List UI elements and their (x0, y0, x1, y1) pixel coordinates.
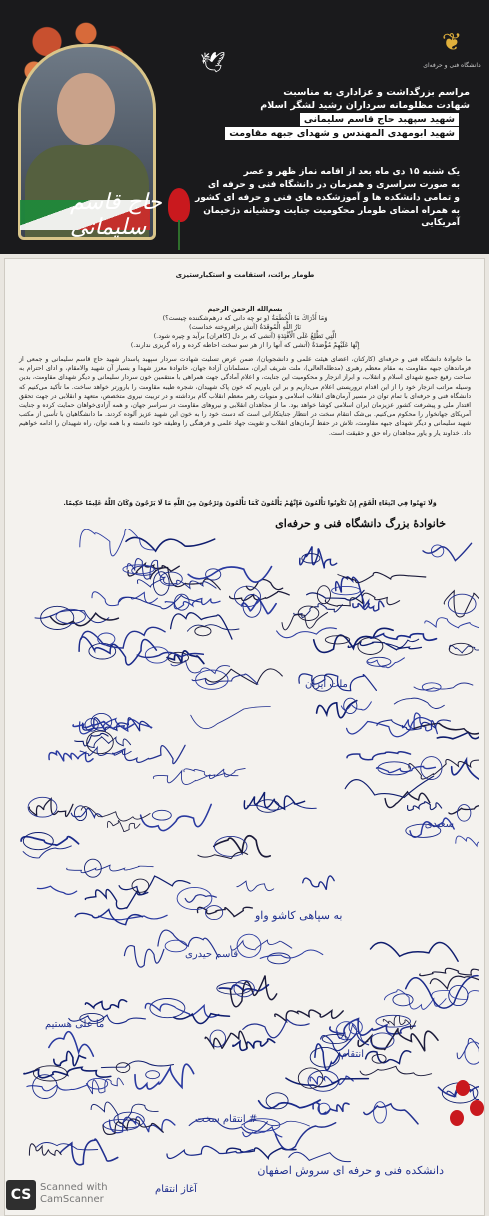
signature-scribble (289, 1152, 351, 1161)
signature-scribble (275, 1010, 343, 1021)
signature-note: دانشکده فنی و حرفه ای سروش اصفهان (257, 1164, 444, 1177)
signature-loop (378, 762, 411, 775)
signature-scribble (141, 804, 212, 830)
signature-loop (448, 594, 476, 614)
basmala: بسم‌الله الرحمن الرحیم (207, 305, 283, 313)
signature-loop (195, 627, 211, 636)
signature-scribble (371, 942, 459, 961)
signature-scribble (135, 1064, 194, 1089)
signature-loop (150, 999, 185, 1018)
signature-scribble (260, 950, 323, 958)
tulip-stem (178, 220, 180, 250)
signature-loop (358, 638, 383, 655)
signature-loop (210, 1030, 226, 1047)
signature-scribble (150, 568, 220, 590)
signature-scribble (348, 642, 421, 650)
signature-loop (23, 833, 53, 850)
announcement-line-4: شهید ابومهدی المهندس و شهدای جبهه مقاومت (225, 127, 459, 140)
signature-scribble (191, 707, 271, 729)
signature-scribble (385, 990, 447, 1010)
document-title: طومار برائت، استقامت و استکبارستیزی (175, 271, 315, 279)
signature-loop (152, 810, 171, 820)
signature-scribble (432, 990, 479, 1000)
signature-scribble (92, 592, 157, 606)
signature-loop (85, 859, 102, 877)
signature-scribbles (11, 529, 479, 1179)
signature-note: # انتقام سخت (195, 1114, 258, 1125)
tulip-icon (456, 1080, 470, 1096)
signature-scribble (303, 876, 335, 890)
signature-scribble (394, 698, 444, 708)
petition-paper (4, 258, 485, 1216)
verse-3: الَّتِي تَطَّلِعُ عَلَى الْأَفْئِدَةِ (آتشی که بر دل [کافران] برآید و چیره شود.) (153, 332, 337, 340)
signature-scribble (174, 1014, 230, 1024)
signature-loop (393, 994, 413, 1006)
signature-scribble (167, 1146, 253, 1158)
signature-scribble (275, 1123, 335, 1150)
signature-scribble (101, 1061, 173, 1068)
signature-scribble (67, 865, 154, 873)
signature-note: سعیدی (424, 819, 454, 830)
announcement-line-2: شهادت مظلومانه سرداران رشید لشگر اسلام (260, 100, 470, 111)
signature-scribble (243, 1019, 309, 1037)
signature-scribble (119, 876, 190, 894)
signature-scribble (49, 751, 93, 762)
university-logo-icon: ❦ (441, 28, 463, 56)
signature-loop (422, 683, 441, 691)
signature-scribble (54, 1051, 86, 1065)
signature-scribble (425, 618, 479, 629)
tulip-icon (168, 188, 190, 222)
signature-loop (165, 940, 187, 952)
signature-loop (322, 1034, 348, 1043)
signature-loop (103, 1120, 138, 1131)
signature-scribble (437, 731, 479, 739)
signature-note: به سپاهی کاشو واو (255, 909, 343, 922)
signature-scribble (79, 637, 156, 665)
signature-scribble (87, 737, 131, 748)
signature-scribble (75, 733, 108, 746)
signature-note: آغاز انتقام (155, 1184, 197, 1195)
signature-loop (268, 953, 291, 964)
signature-scribble (171, 613, 232, 639)
signature-scribble (29, 799, 73, 817)
scanner-watermark (40, 1182, 108, 1206)
signature-scribble (99, 915, 168, 919)
signature-loop (374, 1102, 387, 1123)
signature-scribble (408, 802, 442, 811)
signature-note: ما علی هستیم (45, 1019, 105, 1030)
signature-scribble (430, 976, 479, 989)
verse-4: إِنَّهَا عَلَيْهِمْ مُؤْصَدَةٌ (آتشی که آنها را از هر سو سخت احاطه کرده و راه گریزی ندارند.) (130, 341, 360, 349)
signature-scribble (282, 612, 328, 629)
signature-scribble (452, 750, 479, 780)
signature-scribble (310, 1076, 353, 1084)
signature-heading: خانوادهٔ بزرگ دانشگاه فنی و حرفه‌ای (275, 517, 446, 530)
calligraphy-name: حاج قاسم سلیمانی (70, 190, 162, 240)
dove-icon: 🕊 (200, 50, 226, 74)
signature-scribble (81, 807, 150, 821)
portrait-head (57, 73, 115, 145)
event-line-3: و تمامی دانشکده ها و آموزشکده های فنی و حرفه ای کشور (195, 193, 460, 203)
signature-scribble (317, 701, 357, 718)
signature-scribble (124, 946, 163, 968)
signature-note: قاسم حیدری (185, 949, 239, 960)
tulip-icon (470, 1100, 484, 1116)
signature-scribble (233, 1039, 275, 1050)
event-line-4: به همراه امضای طومار محکومیت جنایت وحشیانه دژخیمان آمریکایی (203, 206, 460, 228)
signature-scribble (300, 547, 337, 569)
signature-scribble (377, 766, 436, 772)
announcement-line-1: مراسم بزرگداشت و عزاداری به مناسبت (283, 87, 470, 98)
signature-scribble (244, 792, 304, 809)
signature-loop (237, 934, 261, 957)
verse-1: وَمَا أَدْرَاكَ مَا الْحُطَمَةُ (و تو چه دانی که درهم‌شکننده چیست؟) (162, 314, 328, 322)
verse-2: نَارُ اللَّهِ الْمُوقَدَةُ (آتش برافروخته خداست) (188, 323, 302, 331)
signature-scribble (49, 1032, 94, 1057)
signature-scribble (456, 836, 479, 848)
signatures-area (11, 529, 479, 1179)
scanner-line-1: Scanned with (40, 1182, 108, 1193)
signature-scribble (60, 1139, 117, 1165)
signature-scribble (37, 886, 76, 894)
scanner-line-2: CamScanner (40, 1194, 104, 1205)
tulip-icon (450, 1110, 464, 1126)
signature-scribble (313, 1103, 349, 1114)
signature-scribble (237, 881, 274, 891)
signature-scribble (423, 543, 472, 560)
signature-scribble (307, 590, 365, 600)
signature-loop (98, 633, 115, 645)
signature-scribble (21, 837, 79, 846)
signature-scribble (107, 821, 140, 832)
signature-scribble (259, 1100, 321, 1108)
closing-verse: وَلَا تَهِنُوا فِي ابْتِغَاءِ الْقَوْمِ إِنْ تَكُونُوا تَأْلَمُونَ فَإِنَّهُمْ يَأْلَمُونَ كَمَا تَأْلَمُونَ وَتَرْجُونَ مِنَ اللَّهِ مَا لَا يَرْجُونَ وَكَانَ اللَّهُ عَلِيمًا حَكِيمًا. (63, 499, 437, 507)
signature-scribble (80, 529, 155, 556)
signature-scribble (450, 645, 479, 653)
signature-loop (449, 643, 473, 655)
signature-loop (145, 647, 169, 663)
signature-scribble (188, 567, 271, 583)
logo-caption: دانشگاه فنی و حرفه‌ای (423, 62, 481, 69)
petition-body: ما خانوادهٔ دانشگاه فنی و حرفه‌ای (کارکنان، اعضای هیئت علمی و دانشجویان)، ضمن عرض تسلیت شهادت سردار سپهبد پاسدار شهید حاج قاسم سلیمانی و جمعی از فرماندهان جبهه مقاومت به مقام معظم رهبری (مدظله‌العالی)، ملت شریف ایران، مسلمانان آزادهٔ جهان، خانوادهٔ معزز شهدا و بسیار آن شهید والامقام، و ادای احترام به ساحت رفیع جمیع شهدای اسلام و انقلاب، و ابراز انزجار و محکومیت این جنایت، و اعلام آمادگی جهت همراهی با منتقمین خون سردار سلیمانی و دیگر شهدای مقاومت، بدین وسیله مراتب انزجار خود را از این اقدام تروریستی اعلام می‌داریم و بر این باوریم که خون پاک شهیدان، شجره طیبه مقاومت را بارورتر خواهد ساخت. ما تأکید می‌کنیم که دانشگاه فنی و حرفه‌ای با تمام توان در مسیر آرمان‌های انقلاب اسلامی و منویات رهبر معظم انقلاب گام برداشته و در تربیت نیروی متخصص، متعهد و انقلابی در جهت تحقق اقتدار ملی و پیشرفت کشور عزیزمان ایران اسلامی کوشا خواهد بود. ما از مجاهدان انقلابی و نیروهای مقاومت در سراسر جهان، و همه آزادی‌خواهان حمایت کرده و جنایت آمریکای جهانخوار را محکوم می‌کنیم. بی‌شک انتقام سخت در انتظار جنایتکارانی است که دست خود را به خون این شهید عزیز آلوده کردند. ما دانشگاهیان با تأسی از مکتب شهید سلیمانی و دیگر شهدای جبهه مقاومت، تلاش در حفظ آرمان‌های انقلاب و تقویت جهاد علمی و فرهنگی را وظیفه خود دانسته و با همه توان، راه شهیدان را ادامه خواهیم داد. خداوند یار و یاور مجاهدان راه حق و حقیقت است. (19, 356, 471, 437)
signature-scribble (370, 634, 436, 641)
signature-scribble (206, 669, 283, 685)
event-line-1: یک شنبه ۱۵ دی ماه بعد از اقامه نماز ظهر و عصر (243, 167, 460, 177)
signature-scribble (85, 1000, 126, 1010)
announcement-line-3: شهید سپهبد حاج قاسم سلیمانی (300, 113, 459, 126)
signature-loop (28, 797, 57, 817)
signature-loop (266, 1093, 288, 1109)
signature-scribble (420, 968, 479, 975)
signature-scribble (347, 752, 411, 760)
signature-scribble (80, 747, 131, 755)
signature-scribble (402, 713, 437, 734)
signature-note: انتقام (341, 1049, 364, 1060)
camscanner-logo-icon: CS (6, 1180, 36, 1210)
signature-scribble (414, 723, 479, 734)
signature-loop (89, 643, 116, 659)
signature-note: ملت ایران (305, 679, 348, 690)
signature-loop (458, 805, 471, 822)
signature-loop (146, 1071, 160, 1079)
signature-loop (431, 545, 443, 557)
event-line-2: به صورت سراسری و همزمان در دانشگاه فنی و حرفه ای (207, 180, 460, 190)
memorial-banner (0, 0, 489, 254)
signature-scribble (364, 1104, 418, 1124)
signature-scribble (360, 1066, 432, 1075)
signature-scribble (449, 806, 479, 815)
signature-scribble (75, 910, 142, 925)
signature-scribble (338, 572, 426, 582)
signature-scribble (330, 1019, 415, 1036)
signature-loop (132, 879, 149, 892)
